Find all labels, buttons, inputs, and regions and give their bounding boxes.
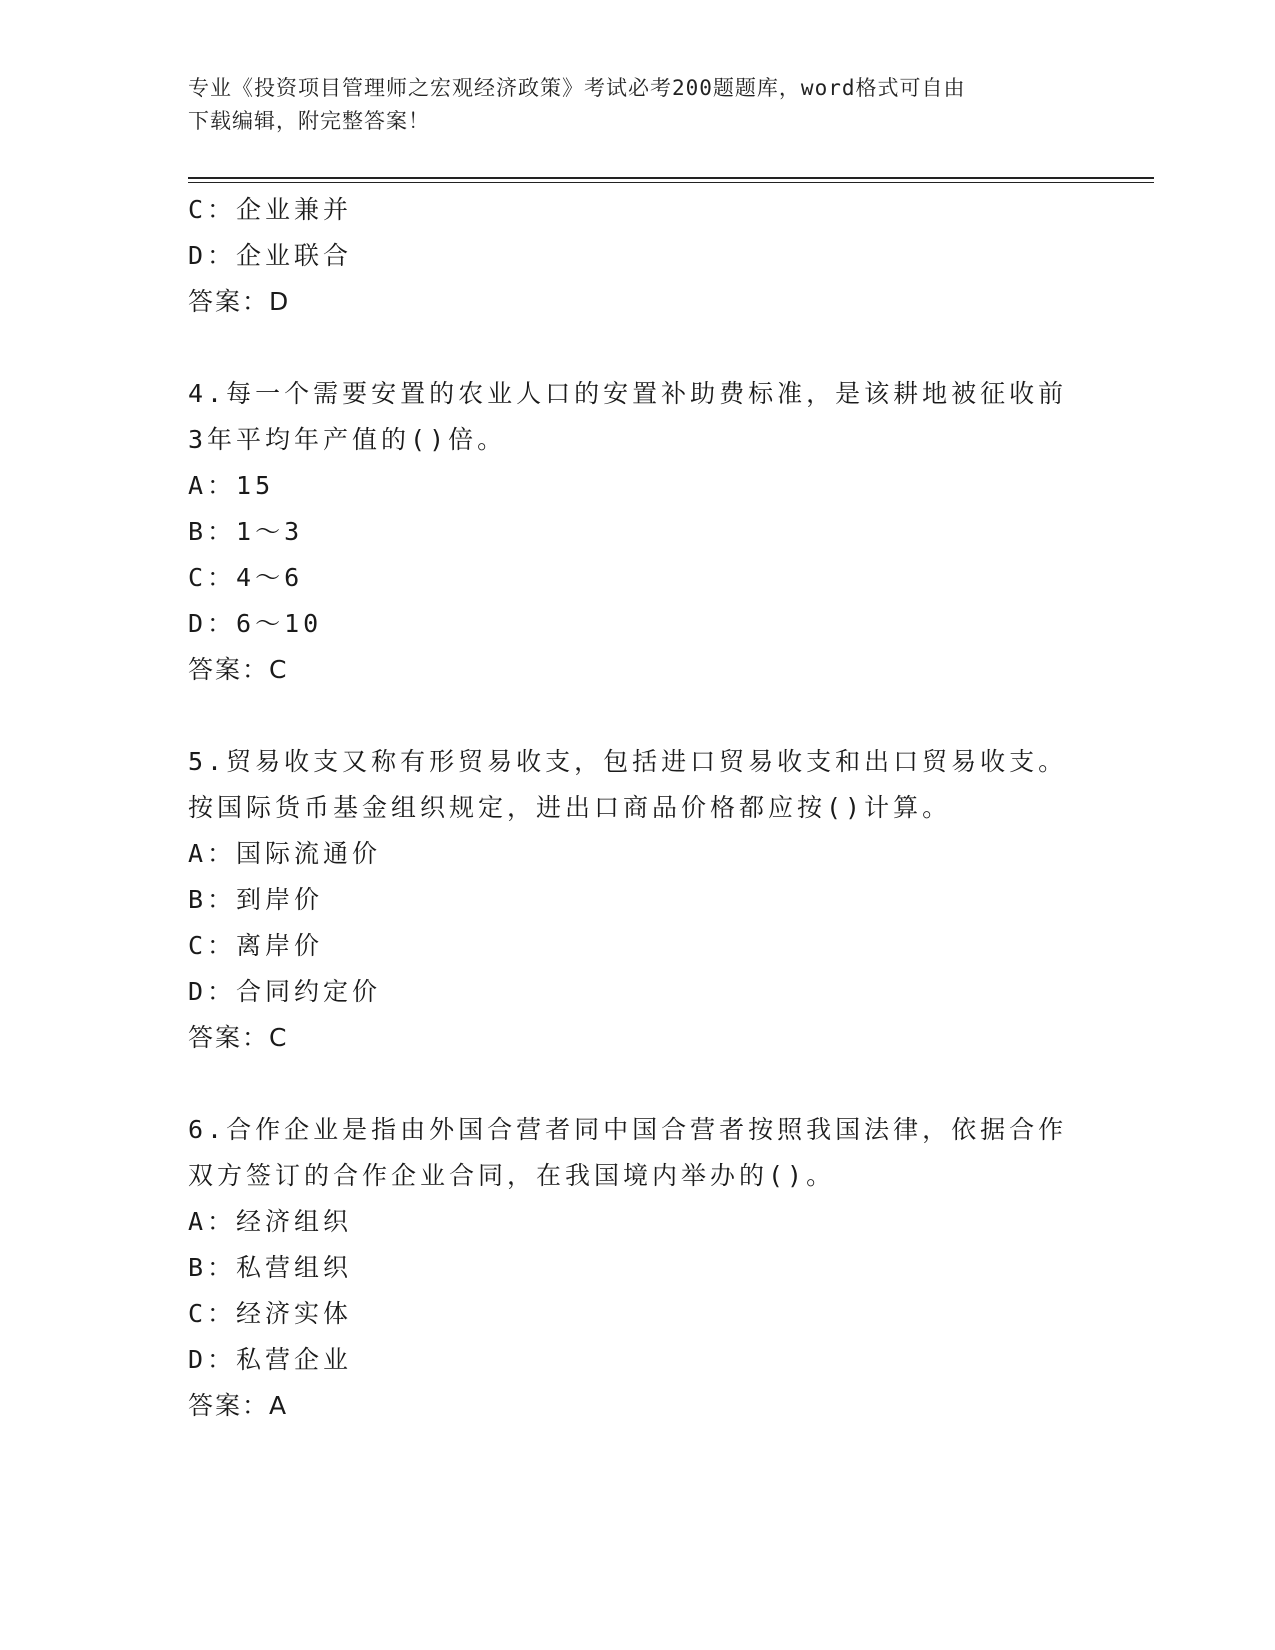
question-3-continued [188, 187, 1088, 325]
option-b: B：私营组织 [188, 1253, 353, 1282]
answer-line: 答案：C [188, 655, 289, 684]
question-6 [188, 1107, 1088, 1429]
option-c: C：经济实体 [188, 1299, 353, 1328]
question-text-line-1: 5.贸易收支又称有形贸易收支，包括进口贸易收支和出口贸易收支。 [188, 747, 1068, 776]
header-divider-thin [188, 182, 1154, 183]
question-text-line-1: 6.合作企业是指由外国合营者同中国合营者按照我国法律，依据合作 [188, 1115, 1068, 1144]
answer-line: 答案：A [188, 1391, 289, 1420]
answer-line: 答案：D [188, 287, 291, 316]
header-divider-thick [188, 177, 1154, 179]
option-d: D：6～10 [188, 609, 323, 638]
question-text-line-2: 双方签订的合作企业合同，在我国境内举办的()。 [188, 1161, 836, 1190]
option-b: B：到岸价 [188, 885, 324, 914]
option-d: D：私营企业 [188, 1345, 353, 1374]
question-text-line-2: 3年平均年产值的()倍。 [188, 425, 507, 454]
option-b: B：1～3 [188, 517, 304, 546]
header-line-2: 下载编辑，附完整答案！ [188, 109, 430, 133]
question-5 [188, 739, 1088, 1061]
question-list [188, 187, 1088, 1429]
option-c: C：4～6 [188, 563, 304, 592]
question-text-line-2: 按国际货币基金组织规定，进出口商品价格都应按()计算。 [188, 793, 952, 822]
spacer [188, 1061, 1088, 1107]
answer-line: 答案：C [188, 1023, 289, 1052]
option-a: A：经济组织 [188, 1207, 353, 1236]
document-header [188, 72, 1068, 138]
option-c: C：离岸价 [188, 931, 324, 960]
header-line-1: 专业《投资项目管理师之宏观经济政策》考试必考200题题库，word格式可自由 [188, 76, 966, 100]
option-a: A：国际流通价 [188, 839, 382, 868]
option-c: C：企业兼并 [188, 195, 353, 224]
spacer [188, 325, 1088, 371]
spacer [188, 693, 1088, 739]
question-4 [188, 371, 1088, 693]
option-a: A：15 [188, 471, 275, 500]
option-d: D：合同约定价 [188, 977, 382, 1006]
question-text-line-1: 4.每一个需要安置的农业人口的安置补助费标准，是该耕地被征收前 [188, 379, 1068, 408]
option-d: D：企业联合 [188, 241, 353, 270]
